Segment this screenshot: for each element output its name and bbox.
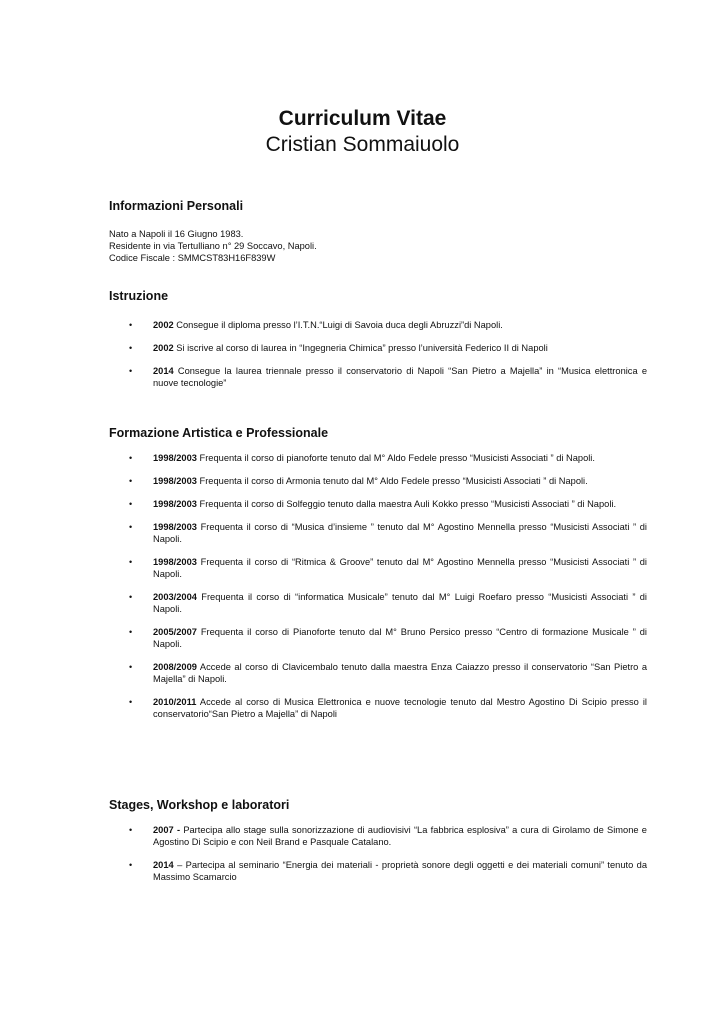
list-item bbox=[109, 365, 647, 389]
section-heading: Istruzione bbox=[109, 289, 169, 303]
bullet-icon: • bbox=[129, 453, 133, 463]
item-text: Accede al corso di Musica Elettronica e nuove tecnologie tenuto dal Mestro Agostino Di Scipio presso il conservatorio“San Pietro a Majella” di Napoli bbox=[153, 697, 647, 719]
list-item bbox=[109, 696, 647, 720]
section-stages-workshops bbox=[109, 797, 647, 883]
item-year: 2002 bbox=[153, 343, 174, 353]
list-item bbox=[109, 452, 647, 464]
list-item bbox=[109, 824, 647, 848]
item-text: Frequenta il corso di “informatica Musicale” tenuto dal M° Luigi Roefaro presso “Musicisti Associati ” di Napoli. bbox=[153, 592, 647, 614]
item-year: 2014 bbox=[153, 860, 174, 870]
section-personal-info bbox=[109, 198, 647, 264]
bullet-icon: • bbox=[129, 366, 133, 376]
list-item bbox=[109, 626, 647, 650]
section-heading: Formazione Artistica e Professionale bbox=[109, 426, 329, 440]
list-item bbox=[109, 859, 647, 883]
list-item bbox=[109, 556, 647, 580]
bullet-icon: • bbox=[129, 860, 133, 870]
item-text: Frequenta il corso di pianoforte tenuto dal M° Aldo Fedele presso “Musicisti Associati ” di Napoli. bbox=[196, 453, 595, 463]
tax-code-info: Codice Fiscale : SMMCST83H16F839W bbox=[109, 253, 276, 263]
item-text: Si iscrive al corso di laurea in “Ingegneria Chimica” presso l’università Federico II di Napoli bbox=[173, 343, 548, 353]
item-text: Consegue la laurea triennale presso il conservatorio di Napoli “San Pietro a Majella” in “Musica elettronica e nuove tecnologie” bbox=[153, 366, 647, 388]
residence-info: Residente in via Tertulliano n° 29 Soccavo, Napoli. bbox=[109, 241, 317, 251]
training-list bbox=[109, 452, 647, 720]
person-name: Cristian Sommaiuolo bbox=[265, 133, 460, 156]
item-text: Accede al corso di Clavicembalo tenuto dalla maestra Enza Caiazzo presso il conservatorio “San Pietro a Majella” di Napoli. bbox=[153, 662, 647, 684]
personal-info-block bbox=[109, 228, 647, 264]
bullet-icon: • bbox=[129, 320, 133, 330]
list-item bbox=[109, 498, 647, 510]
list-item bbox=[109, 342, 647, 354]
bullet-icon: • bbox=[129, 825, 133, 835]
item-text: Frequenta il corso di Armonia tenuto dal M° Aldo Fedele presso “Musicisti Associati ” di Napoli. bbox=[196, 476, 588, 486]
item-year: 2010/2011 bbox=[153, 697, 197, 707]
item-year: 2007 - bbox=[153, 825, 181, 835]
list-item bbox=[109, 661, 647, 685]
document-title: Curriculum Vitae bbox=[278, 107, 447, 130]
bullet-icon: • bbox=[129, 557, 133, 567]
item-year: 1998/2003 bbox=[153, 522, 197, 532]
item-year: 1998/2003 bbox=[153, 453, 197, 463]
item-text: Frequenta il corso di “Musica d’insieme ” tenuto dal M° Agostino Mennella presso “Musicisti Associati ” di Napoli. bbox=[153, 522, 647, 544]
list-item bbox=[109, 319, 647, 331]
section-artistic-training bbox=[109, 425, 647, 720]
item-year: 1998/2003 bbox=[153, 499, 197, 509]
item-text: Frequenta il corso di Pianoforte tenuto dal M° Bruno Persico presso “Centro di formazione Musicale ” di Napoli. bbox=[153, 627, 647, 649]
list-item bbox=[109, 521, 647, 545]
item-year: 2008/2009 bbox=[153, 662, 197, 672]
item-year: 2005/2007 bbox=[153, 627, 197, 637]
item-text: Consegue il diploma presso l’I.T.N.“Luigi di Savoia duca degli Abruzzi”di Napoli. bbox=[173, 320, 503, 330]
birth-info: Nato a Napoli il 16 Giugno 1983. bbox=[109, 229, 244, 239]
section-heading: Informazioni Personali bbox=[109, 199, 244, 213]
item-year: 2002 bbox=[153, 320, 174, 330]
education-list bbox=[109, 319, 647, 389]
bullet-icon: • bbox=[129, 662, 133, 672]
item-year: 1998/2003 bbox=[153, 476, 197, 486]
bullet-icon: • bbox=[129, 343, 133, 353]
list-item bbox=[109, 591, 647, 615]
item-text: – Partecipa al seminario “Energia dei materiali - proprietà sonore degli oggetti e dei materiali comuni” tenuto da Massimo Scamarcio bbox=[153, 860, 647, 882]
item-text: Frequenta il corso di Solfeggio tenuto dalla maestra Auli Kokko presso “Musicisti Associati ” di Napoli. bbox=[196, 499, 617, 509]
item-year: 2014 bbox=[153, 366, 174, 376]
section-education bbox=[109, 288, 647, 389]
bullet-icon: • bbox=[129, 499, 133, 509]
bullet-icon: • bbox=[129, 592, 133, 602]
bullet-icon: • bbox=[129, 697, 133, 707]
section-heading: Stages, Workshop e laboratori bbox=[109, 798, 290, 812]
item-year: 2003/2004 bbox=[153, 592, 197, 602]
bullet-icon: • bbox=[129, 476, 133, 486]
item-text: Frequenta il corso di “Ritmica & Groove” tenuto dal M° Agostino Mennella presso “Musicisti Associati ” di Napoli. bbox=[153, 557, 647, 579]
stages-list bbox=[109, 824, 647, 883]
item-year: 1998/2003 bbox=[153, 557, 197, 567]
list-item bbox=[109, 475, 647, 487]
item-text: Partecipa allo stage sulla sonorizzazione di audiovisivi “La fabbrica esplosiva” a cura di Girolamo de Simone e Agostino Di Scipio e con Neil Brand e Pasquale Catalano. bbox=[153, 825, 647, 847]
bullet-icon: • bbox=[129, 522, 133, 532]
bullet-icon: • bbox=[129, 627, 133, 637]
